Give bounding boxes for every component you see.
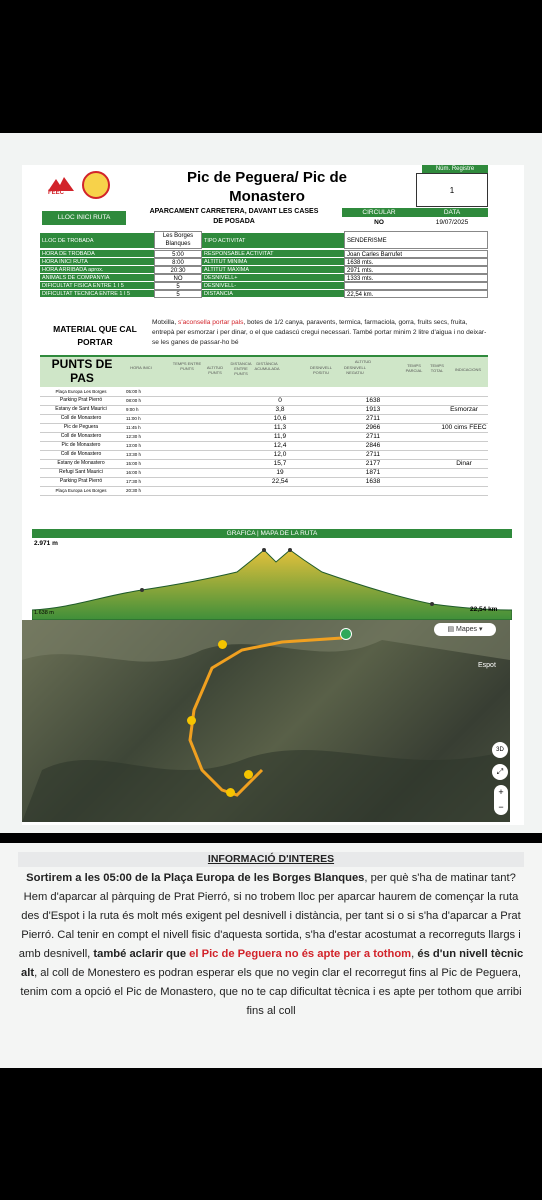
point-hora: 9:00 h [126,407,139,412]
registre-value: 1 [416,173,488,207]
map-3d-button[interactable] [492,742,508,758]
point-dist: 11,3 [273,424,287,431]
col-header-dist-entre: DISTANCIA ENTRE PUNTS [230,361,252,376]
map-terrain [22,620,510,822]
punts-label: PUNTS DE PAS [51,357,113,385]
info-comma: , [411,948,418,960]
detail-value2: 2971 mts. [344,266,488,274]
detail-label: LLOC DE TROBADA [40,233,154,249]
profile-waypoint [140,588,144,592]
profile-max-label: 2.971 m [34,540,58,547]
point-name: Parking Prat Pierró [59,478,103,484]
material-text-start: Motxilla, [152,319,179,326]
point-hora: 08:00 h [126,398,142,403]
detail-label2: DISTANCIA [202,290,344,298]
route-title-line2: Monastero [229,188,305,205]
detail-value2: SENDERISME [344,231,488,249]
map-mode-button[interactable] [434,623,496,636]
map-3d-label: 3D [496,747,504,753]
point-name: Parking Prat Pierró [59,397,103,403]
feec-logo [46,175,76,199]
material-text [152,318,490,348]
table-row [40,486,488,496]
profile-waypoint [430,602,434,606]
detail-value: 5 [154,282,202,290]
map-mode-label: Mapes [456,626,478,633]
detail-label: HORA DE TROBADA [40,250,154,258]
detail-value: NO [154,274,202,282]
point-dist: 22,54 [271,478,289,485]
detail-value: 5 [154,290,202,298]
profile-waypoint [262,548,266,552]
col-header-temps-parcial: TEMPS PARCIAL [405,363,423,373]
detail-label: DIFICULTAT TECNICA ENTRE 1 I 5 [40,290,154,298]
point-alt: 1913 [365,406,381,413]
detail-value2: 22,54 km. [344,290,488,298]
registre-label: Núm. Registre [422,165,488,173]
circular-value: NO [374,219,384,226]
info-paragraph [18,869,524,1021]
detail-value2: 1333 mts. [344,274,488,282]
detail-label2: ALTITUT MINIMA [202,258,344,266]
detail-label2: DESNIVELL- [202,282,344,290]
waypoint-marker-icon [244,770,253,779]
point-alt: 2711 [366,415,380,422]
point-alt: 2711 [366,451,380,458]
detail-label2: TIPO ACTIVITAT [202,233,344,249]
detail-label: ANIMALS DE COMPANYIA [40,274,154,282]
detail-value2: Joan Carles Barrufet [344,250,488,258]
point-ind: Esmorzar [450,406,478,413]
info-tail: , al coll de Monestero es podran esperar els que no vegin clar el recorregut fins al Pic de Peguera, tenim com a opció el Pic de Monastero, que no te cap dificultat tècnica i es apte per tothom que arribi fins al coll [20,967,522,1017]
col-header-dist-acum: DISTÀNCIA ACUMULADA [254,361,280,371]
material-text-rest: , botes de 1/2 canya, paravents, termica, farmaciola, gorra, fruits secs, fruita, entrepà per esmorzar i per dinar, o el que cadascú cregui necessari. També portar minim 2 litre d'aigua i no deixar-se les ganes de passar-ho bé [152,319,487,346]
col-header-temps: TEMPS ENTRE PUNTS [172,361,202,371]
point-ind: Dinar [456,460,472,467]
detail-label2: ALTITUT MAXIMA [202,266,344,274]
info-header-bar [18,852,524,867]
route-title [122,168,412,206]
info-lead: Sortirem a les 05:00 de la Plaça Europa de les Borges Blanques [26,872,365,884]
point-name: Coll de Monastero [60,415,102,421]
detail-label2: RESPONSABLE ACTIVITAT [202,250,344,258]
point-dist: 12,0 [273,451,287,458]
point-dist: 11,9 [273,433,287,440]
lloc-inici-line1: APARCAMENT CARRETERA, DAVANT LES CASES [149,208,319,215]
data-label: DATA [416,208,488,217]
point-dist: 10,6 [273,415,287,422]
zoom-in-icon[interactable]: + [498,787,504,797]
point-name: Estany de Monastero [57,460,105,466]
col-header-hora: HORA INICI [130,365,152,370]
info-red-warning: el Pic de Peguera no és apte per a tothom [189,948,412,960]
route-sheet [22,165,524,825]
point-hora: 11:00 h [126,416,141,421]
detail-label: HORA INICI RUTA [40,258,154,266]
detail-label2: DESNIVELL+ [202,274,344,282]
lloc-inici-line2: DE POSADA [213,218,255,225]
profile-waypoint [288,548,292,552]
point-alt: 2846 [365,442,381,449]
point-hora: 15:00 h [126,461,142,466]
lloc-inici-value [126,207,342,231]
point-hora: 13:00 h [126,443,142,448]
info-lead-rest: , per què s'ha de matinar tant? Hem d'aparcar al pàrquing de Prat Pierró, si no trobem lloc per aparcar haurem de començar la ruta des d'Espot i la ruta és molt més exigent pel desnivell i distància, per tant si o si s'ha d'aparcar a Prat Pierró. Cal tenir en compt el nivell fisic d'aquesta sortida, s'ha d'estar acostumat a recorreguts llargs i amb desnivell, [18,872,521,960]
point-hora: 12:30 h [126,434,142,439]
point-hora: 13:30 h [126,452,142,457]
detail-value2 [344,282,488,290]
feec-label: FEEC [48,190,65,196]
point-hora: 20:30 h [126,488,142,493]
material-label: MATERIAL QUE CAL PORTAR [53,324,137,347]
map-place-label: Espot [478,662,496,669]
profile-min-label: 1.638 m [34,610,54,616]
point-alt: 2177 [365,460,381,467]
point-dist: 19 [276,469,284,476]
waypoint-marker-icon [187,716,196,725]
zoom-out-icon[interactable]: − [498,802,504,812]
elevation-profile [32,538,512,620]
point-name: Pic de Monastero [61,442,101,448]
material-text-red: s'aconsella portar pals [178,319,244,326]
grafica-bar: GRAFICA | MAPA DE LA RUTA [32,529,512,538]
point-hora: 17:30 h [126,479,142,484]
circular-label: CIRCULAR [342,208,416,217]
detail-label: HORA ARRIBADA aprox. [40,266,154,274]
info-bold2: és d'un nivell tècnic alt [21,948,524,979]
col-header-desn-neg: DESNIVELL NEGATIU [343,365,366,375]
start-marker-icon [340,628,352,640]
point-name: Estany de Sant Maurici [55,406,107,412]
point-hora: 05:00 h [126,389,142,394]
point-alt: 1871 [365,469,381,476]
col-header-temps-total: TEMPS TOTAL [430,363,444,373]
lloc-inici-label: LLOC INICI RUTA [42,211,126,225]
detail-label: DIFICULTAT FISICA ENTRE 1 I 5 [40,282,154,290]
point-hora: 11:45 h [126,425,141,430]
point-alt: 1638 [365,397,381,404]
elevation-profile-chart [32,538,512,620]
detail-value: Les Borges Blanques [154,231,202,249]
detail-value: 8:00 [154,258,202,266]
point-alt: 2711 [366,433,380,440]
detail-value: 20:30 [154,266,202,274]
point-alt: 2966 [365,424,381,431]
info-bold1: també aclarir que [93,948,190,960]
point-dist: 12,4 [273,442,287,449]
data-value: 19/07/2025 [435,219,469,226]
zoom-control[interactable] [494,785,508,815]
elevation-area [32,550,512,620]
waypoint-marker-icon [226,788,235,797]
point-name: Plaça Europa Les Borges [55,488,107,493]
waypoint-marker-icon [218,640,227,649]
point-dist: 0 [278,397,282,404]
point-hora: 16:00 h [126,470,142,475]
col-header-altitud-punts: ALTITUD PUNTS [206,365,224,375]
point-ind: 100 cims FEEC [441,424,487,431]
point-name: Coll de Monastero [60,433,102,439]
profile-dist-label: 22,54 km [470,606,498,613]
route-map[interactable] [22,620,510,822]
point-dist: 3,8 [275,406,285,413]
club-logo [82,171,110,199]
point-alt: 1638 [365,478,381,485]
route-title-line1: Pic de Peguera/ Pic de [186,169,348,186]
fullscreen-icon[interactable]: ⤢ [492,764,508,780]
info-sheet [0,843,542,1068]
point-name: Refugi Sant Maurici [59,469,103,475]
layers-icon: ▤ [447,626,457,633]
chevron-down-icon: ▾ [477,626,483,633]
point-dist: 15,7 [273,460,287,467]
col-header-desn-pos: DESNIVELL POSITIU [309,365,332,375]
point-name: Coll de Monastero [60,451,102,457]
col-header-altitud: ALTITUD [354,359,372,364]
point-name: Plaça Europa Les Borges [55,389,107,394]
detail-value: 5:00 [154,250,202,258]
col-header-indicacions: INDICACIONS [454,367,482,372]
point-name: Pic de Peguera [63,424,99,430]
detail-value2: 1638 mts. [344,258,488,266]
info-header: INFORMACIÓ D'INTERES [207,853,335,865]
